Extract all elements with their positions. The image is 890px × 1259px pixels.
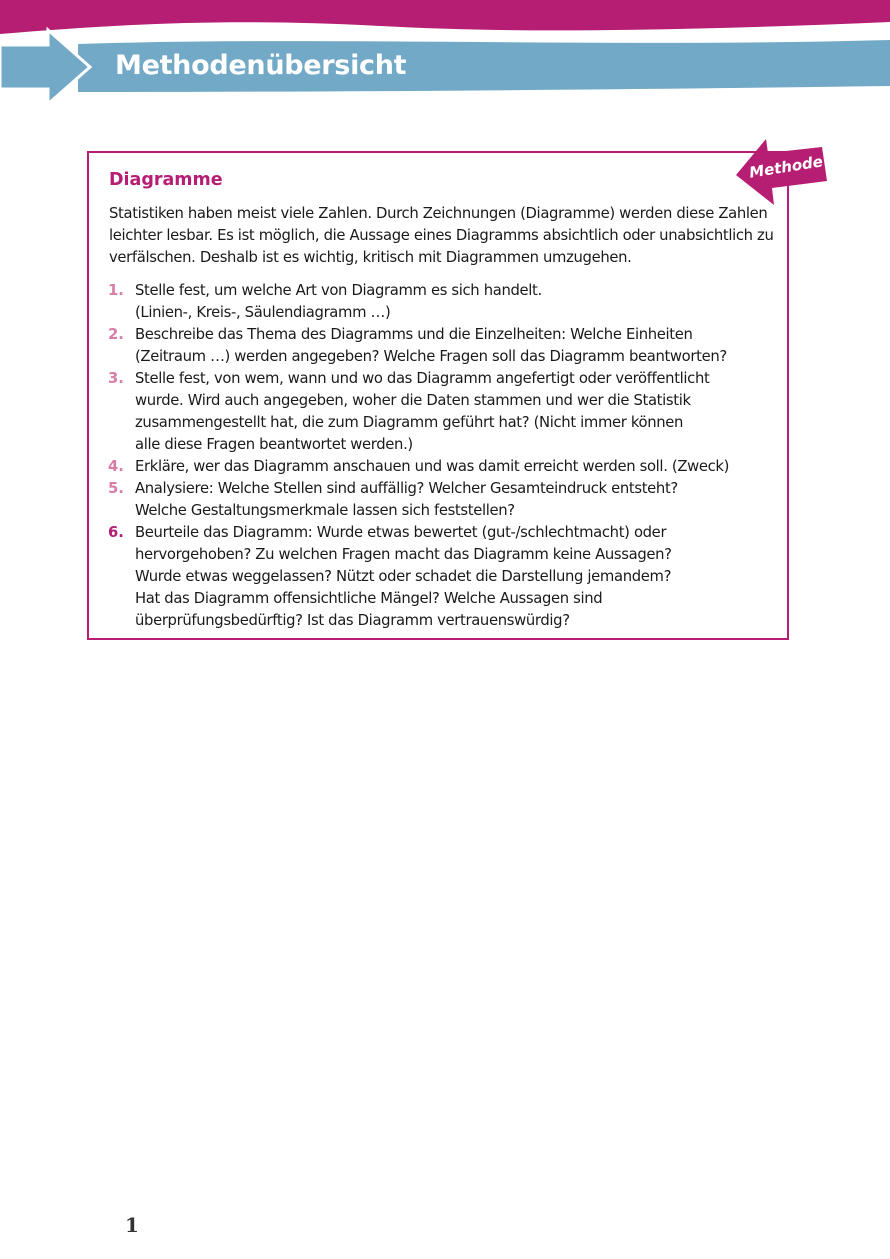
method-tag-label: Methode xyxy=(747,152,825,182)
step-4 xyxy=(108,456,788,478)
step-1 xyxy=(108,280,788,324)
step-text: Analysiere: Welche Stellen sind auffällig? Welcher Gesamteindruck entsteht? Welche Gestaltungsmerkmale lassen sich feststellen? xyxy=(135,480,678,519)
step-2 xyxy=(108,324,788,368)
step-text: Stelle fest, um welche Art von Diagramm es sich handelt. (Linien-, Kreis-, Säulendiagramm …) xyxy=(135,282,542,321)
step-3 xyxy=(108,368,788,456)
step-text: Beurteile das Diagramm: Wurde etwas bewertet (gut-/schlechtmacht) oder hervorgehoben? Zu welchen Fragen macht das Diagramm keine Aussagen? Wurde etwas weggelassen? Nützt oder schadet die Darstellung jemandem? Hat das Diagramm offensichtliche Mängel? Welche Aussagen sind überprüfungsbedürftig? Ist das Diagramm vertrauenswürdig? xyxy=(135,524,672,629)
step-number: 6. xyxy=(108,524,124,541)
step-number: 1. xyxy=(108,282,124,299)
step-text: Erkläre, wer das Diagramm anschauen und was damit erreicht werden soll. (Zweck) xyxy=(135,458,730,475)
box-heading: Diagramme xyxy=(109,170,223,190)
step-6 xyxy=(108,522,788,632)
step-5 xyxy=(108,478,788,522)
step-number: 5. xyxy=(108,480,124,497)
step-text: Beschreibe das Thema des Diagramms und die Einzelheiten: Welche Einheiten (Zeitraum …) werden angegeben? Welche Fragen soll das Diagramm beantworten? xyxy=(135,326,727,365)
step-number: 4. xyxy=(108,458,124,475)
step-number: 2. xyxy=(108,326,124,343)
step-text: Stelle fest, von wem, wann und wo das Diagramm angefertigt oder veröffentlicht wurde. Wird auch angegeben, woher die Daten stammen und wer die Statistik zusammengestellt hat, die zum Diagramm geführt hat? (Nicht immer können alle diese Fragen beantwortet werden.) xyxy=(135,370,710,453)
step-number: 3. xyxy=(108,370,124,387)
intro-paragraph: Statistiken haben meist viele Zahlen. Durch Zeichnungen (Diagramme) werden diese Zahlen leichter lesbar. Es ist möglich, die Aussage eines Diagramms absichtlich oder unabsichtlich zu verfälschen. Deshalb ist es wichtig, kritisch mit Diagrammen umzugehen. xyxy=(109,205,774,266)
page-number: 1 xyxy=(125,1213,139,1237)
page-title: Methodenübersicht xyxy=(115,50,407,81)
steps-list xyxy=(108,280,788,632)
